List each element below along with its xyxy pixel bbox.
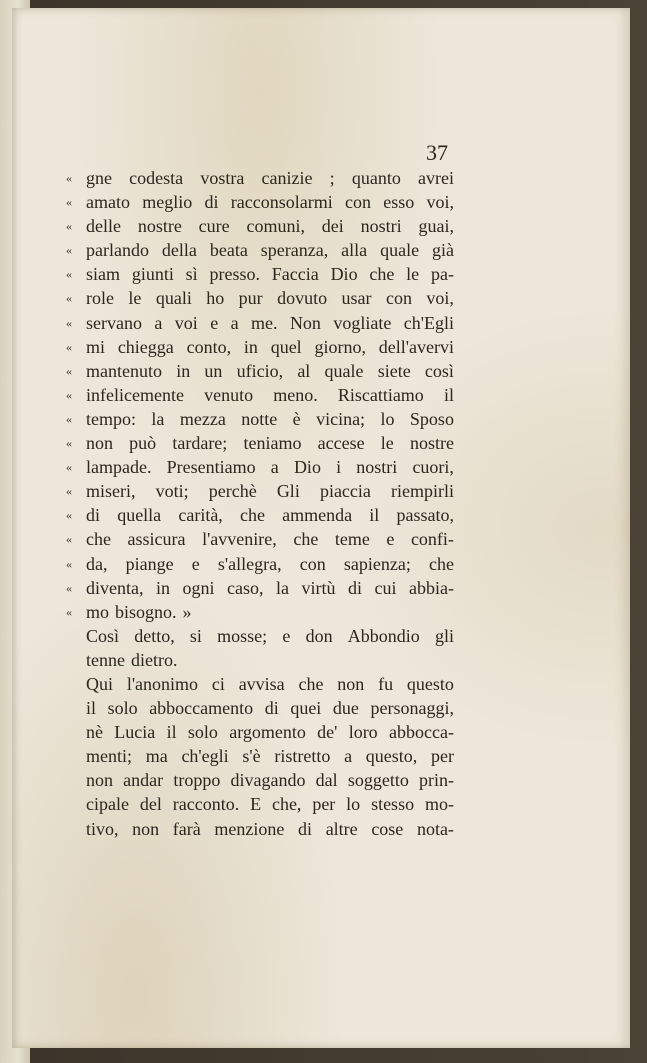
line-text: mo bisogno. » [86,601,192,622]
text-line [66,624,454,648]
text-line [66,238,454,262]
text-line [66,214,454,238]
quote-mark [66,817,86,841]
text-line [66,576,454,600]
line-text: mi chiegga conto, in quel giorno, dell'avervi [86,336,454,357]
quote-mark: « [66,460,72,475]
line-text: Qui l'anonimo ci avvisa che non fu questo [86,673,454,694]
text-line [66,383,454,407]
quote-mark: « [66,243,72,258]
line-text: servano a voi e a me. Non vogliate ch'Egli [86,312,454,333]
line-text: nè Lucia il solo argomento de' loro abbocca- [86,722,454,743]
text-line [66,479,454,503]
line-text: non andar troppo divagando dal soggetto prin- [86,770,454,791]
text-line [66,600,454,624]
line-text: Così detto, si mosse; e don Abbondio gli [86,625,454,646]
line-text: tempo: la mezza notte è vicina; lo Sposo [86,408,454,429]
text-line [66,335,454,359]
quote-mark [66,648,86,672]
quote-mark: « [66,436,72,451]
line-text: siam giunti sì presso. Faccia Dio che le pa- [86,264,454,285]
text-line [66,744,454,768]
text-line [66,720,454,744]
text-line [66,648,454,672]
text-line [66,503,454,527]
quote-mark: « [66,580,72,595]
quote-mark: « [66,171,72,185]
quote-mark: « [66,363,72,378]
text-line [66,672,454,696]
quote-mark [66,768,86,792]
line-text: role le quali ho pur dovuto usar con voi, [86,288,454,309]
quote-mark: « [66,532,72,547]
line-text: diventa, in ogni caso, la virtù di cui abbia- [86,577,454,598]
line-text: tivo, non farà menzione di altre cose nota- [86,818,454,839]
line-text: parlando della beata speranza, alla quale già [86,240,454,261]
line-text: infelicemente venuto meno. Riscattiamo il [86,384,454,405]
text-line [66,696,454,720]
line-text: tenne dietro. [86,649,178,670]
text-line [66,262,454,286]
line-text: il solo abboccamento di quei due personaggi, [86,698,454,719]
text-line [66,359,454,383]
text-line [66,527,454,551]
quote-mark: « [66,315,72,330]
quote-mark [66,696,86,720]
quote-mark: « [66,219,72,234]
line-text: lampade. Presentiamo a Dio i nostri cuori, [86,457,454,478]
line-text: da, piange e s'allegra, con sapienza; che [86,553,454,574]
line-text: non può tardare; teniamo accese le nostre [86,433,454,454]
line-text: cipale del racconto. E che, per lo stesso mo- [86,794,454,815]
line-text: di quella carità, che ammenda il passato, [86,505,454,526]
line-text: delle nostre cure comuni, dei nostri guai, [86,216,454,237]
text-line [66,792,454,816]
text-line [66,190,454,214]
quote-mark: « [66,387,72,402]
text-line [66,286,454,310]
quote-mark: « [66,339,72,354]
text-line [66,166,454,190]
quote-mark: « [66,195,72,210]
line-text: miseri, voti; perchè Gli piaccia riempirli [86,481,454,502]
quote-mark: « [66,267,72,282]
page-number: 37 [426,140,448,165]
line-text: che assicura l'avvenire, che teme e confi- [86,529,454,550]
text-line [66,311,454,335]
text-line [66,552,454,576]
quote-mark: « [66,508,72,523]
text-line [66,431,454,455]
text-line [66,407,454,431]
quote-mark: « [66,291,72,306]
text-line [66,768,454,792]
quote-mark [66,792,86,816]
line-text: menti; ma ch'egli s'è ristretto a questo, per [86,746,454,767]
line-text: amato meglio di racconsolarmi con esso voi, [86,192,454,213]
text-line [66,817,454,841]
text-line [66,455,454,479]
line-text: mantenuto in un uficio, al quale siete così [86,360,454,381]
quote-mark: « [66,604,72,619]
quote-mark: « [66,556,72,571]
line-text: gne codesta vostra canizie ; quanto avrei [86,168,454,188]
quote-mark: « [66,411,72,426]
quote-mark [66,744,86,768]
quote-mark: « [66,484,72,499]
quote-mark [66,720,86,744]
page-text [66,166,454,841]
